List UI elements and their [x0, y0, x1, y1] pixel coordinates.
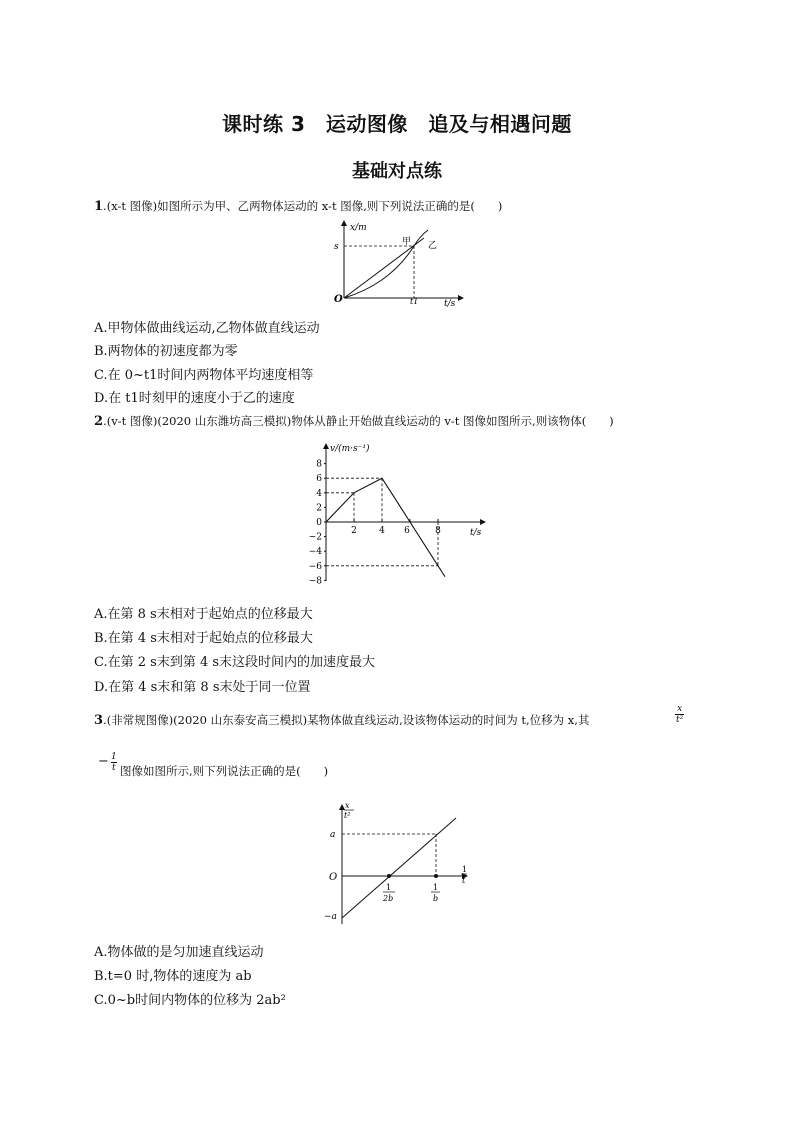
fig2-axes	[323, 443, 486, 581]
fig1-s-tick: s	[334, 242, 339, 252]
question-1-stem	[94, 198, 502, 214]
fig2-ytick-label: 0	[316, 518, 322, 528]
fig3-tick1-num: 1	[386, 883, 392, 892]
fig2-x-arrow	[480, 519, 486, 525]
fig1-x-arrow	[458, 295, 464, 301]
fig3-xlabel-den: t	[462, 876, 466, 885]
fig2-y-ticks	[309, 460, 326, 587]
question-2-text: .(v-t 图像)(2020 山东潍坊高三模拟)物体从静止开始做直线运动的 v-t 图像如图所示,则该物体( )	[103, 414, 614, 428]
fig1-xlabel: t/s	[444, 299, 456, 309]
fig3-line	[342, 818, 456, 918]
fig3-point-one-over-b	[434, 874, 438, 878]
fig1-label-yi: 乙	[428, 241, 438, 251]
question-2-number: 2	[94, 414, 104, 429]
question-1-option-b[interactable]: B.两物体的初速度都为零	[94, 344, 238, 359]
fig1-label-jia: 甲	[402, 237, 412, 247]
question-3-stem-line1	[94, 712, 589, 728]
page-title: 课时练 3 运动图像 追及与相遇问题	[222, 112, 572, 136]
fig3-tick1-den: 2b	[383, 894, 394, 903]
question-3-text: .(非常规图像)(2020 山东泰安高三模拟)某物体做直线运动,设该物体运动的时间为 t,位移为 x,其	[103, 713, 590, 727]
fig2-ylabel: v/(m·s⁻¹)	[330, 444, 370, 454]
fig3-ylabel-num: x	[345, 801, 350, 810]
fig2-ytick-label: 4	[316, 488, 322, 499]
question-2-option-c[interactable]: C.在第 2 s末到第 4 s末这段时间内的加速度最大	[94, 655, 376, 670]
question-1-number: 1	[94, 199, 104, 214]
fig2-ytick-label: −4	[308, 547, 322, 558]
fig3-tick2-den: b	[433, 894, 439, 903]
fig2-xtick-label: 4	[379, 526, 385, 536]
fig2-xtick-label: 6	[404, 526, 410, 536]
fig2-xtick-label: 2	[351, 526, 357, 536]
fig3-origin: O	[329, 872, 338, 883]
fig3-ylabel-den: t²	[344, 811, 351, 820]
section-heading: 基础对点练	[352, 161, 442, 182]
fig3-a-negative: −a	[324, 912, 337, 922]
frac-numerator: 1	[111, 752, 117, 762]
fig3-a-positive: a	[330, 830, 336, 840]
question-2-stem	[94, 413, 614, 429]
question-2-option-b[interactable]: B.在第 4 s末相对于起始点的位移最大	[94, 631, 313, 646]
question-1-text: .(x-t 图像)如图所示为甲、乙两物体运动的 x-t 图像,则下列说法正确的是( )	[103, 199, 503, 213]
fig1-ylabel: x/m	[350, 223, 367, 233]
figure-2-vt-graph	[300, 437, 500, 587]
fig2-y-arrow	[323, 443, 329, 449]
figure-3-xt2-graph	[322, 800, 472, 928]
fig2-ytick-label: −6	[308, 561, 322, 572]
question-1-option-a[interactable]: A.甲物体做曲线运动,乙物体做直线运动	[94, 321, 320, 336]
question-2-option-a[interactable]: A.在第 8 s末相对于起始点的位移最大	[94, 607, 313, 622]
fig2-ytick-label: −8	[308, 576, 322, 587]
fig2-ytick-label: 8	[316, 459, 322, 470]
question-3-number: 3	[94, 713, 104, 728]
fig1-line-jia	[344, 238, 424, 298]
fig1-y-arrow	[341, 220, 347, 226]
question-3-option-c[interactable]: C.0~b时间内物体的位移为 2ab²	[94, 993, 286, 1008]
fig2-ytick-label: −2	[308, 532, 322, 543]
fig3-tick2-num: 1	[433, 883, 439, 892]
question-3-option-b[interactable]: B.t=0 时,物体的速度为 ab	[94, 969, 252, 984]
frac-denominator: t	[112, 763, 116, 773]
question-1-option-d[interactable]: D.在 t1时刻甲的速度小于乙的速度	[94, 391, 295, 406]
fig1-t1-tick: t1	[410, 297, 419, 306]
question-3-fraction-x-over-t2	[675, 704, 684, 725]
question-3-option-a[interactable]: A.物体做的是匀加速直线运动	[94, 945, 264, 960]
fig1-origin: O	[334, 294, 343, 305]
figure-1-xt-graph	[330, 218, 470, 310]
question-1-option-c[interactable]: C.在 0~t1时间内两物体平均速度相等	[94, 368, 314, 383]
question-3-fraction-1-over-t	[111, 752, 117, 773]
fig2-xlabel: t/s	[470, 528, 482, 538]
question-3-stem-line2: 图像如图所示,则下列说法正确的是( )	[120, 764, 329, 778]
frac-numerator: x	[677, 704, 683, 714]
fig2-ytick-label: 2	[316, 503, 322, 514]
question-3-minus-sign: −	[98, 754, 109, 769]
question-2-option-d[interactable]: D.在第 4 s末和第 8 s末处于同一位置	[94, 680, 311, 695]
fig1-curve-yi	[344, 230, 428, 298]
frac-denominator: t²	[676, 715, 684, 725]
fig2-xtick-label: 8	[435, 526, 441, 536]
fig2-ytick-label: 6	[316, 474, 322, 485]
fig3-xlabel-num: 1	[462, 865, 468, 874]
fig3-point-half-over-b	[387, 874, 391, 878]
